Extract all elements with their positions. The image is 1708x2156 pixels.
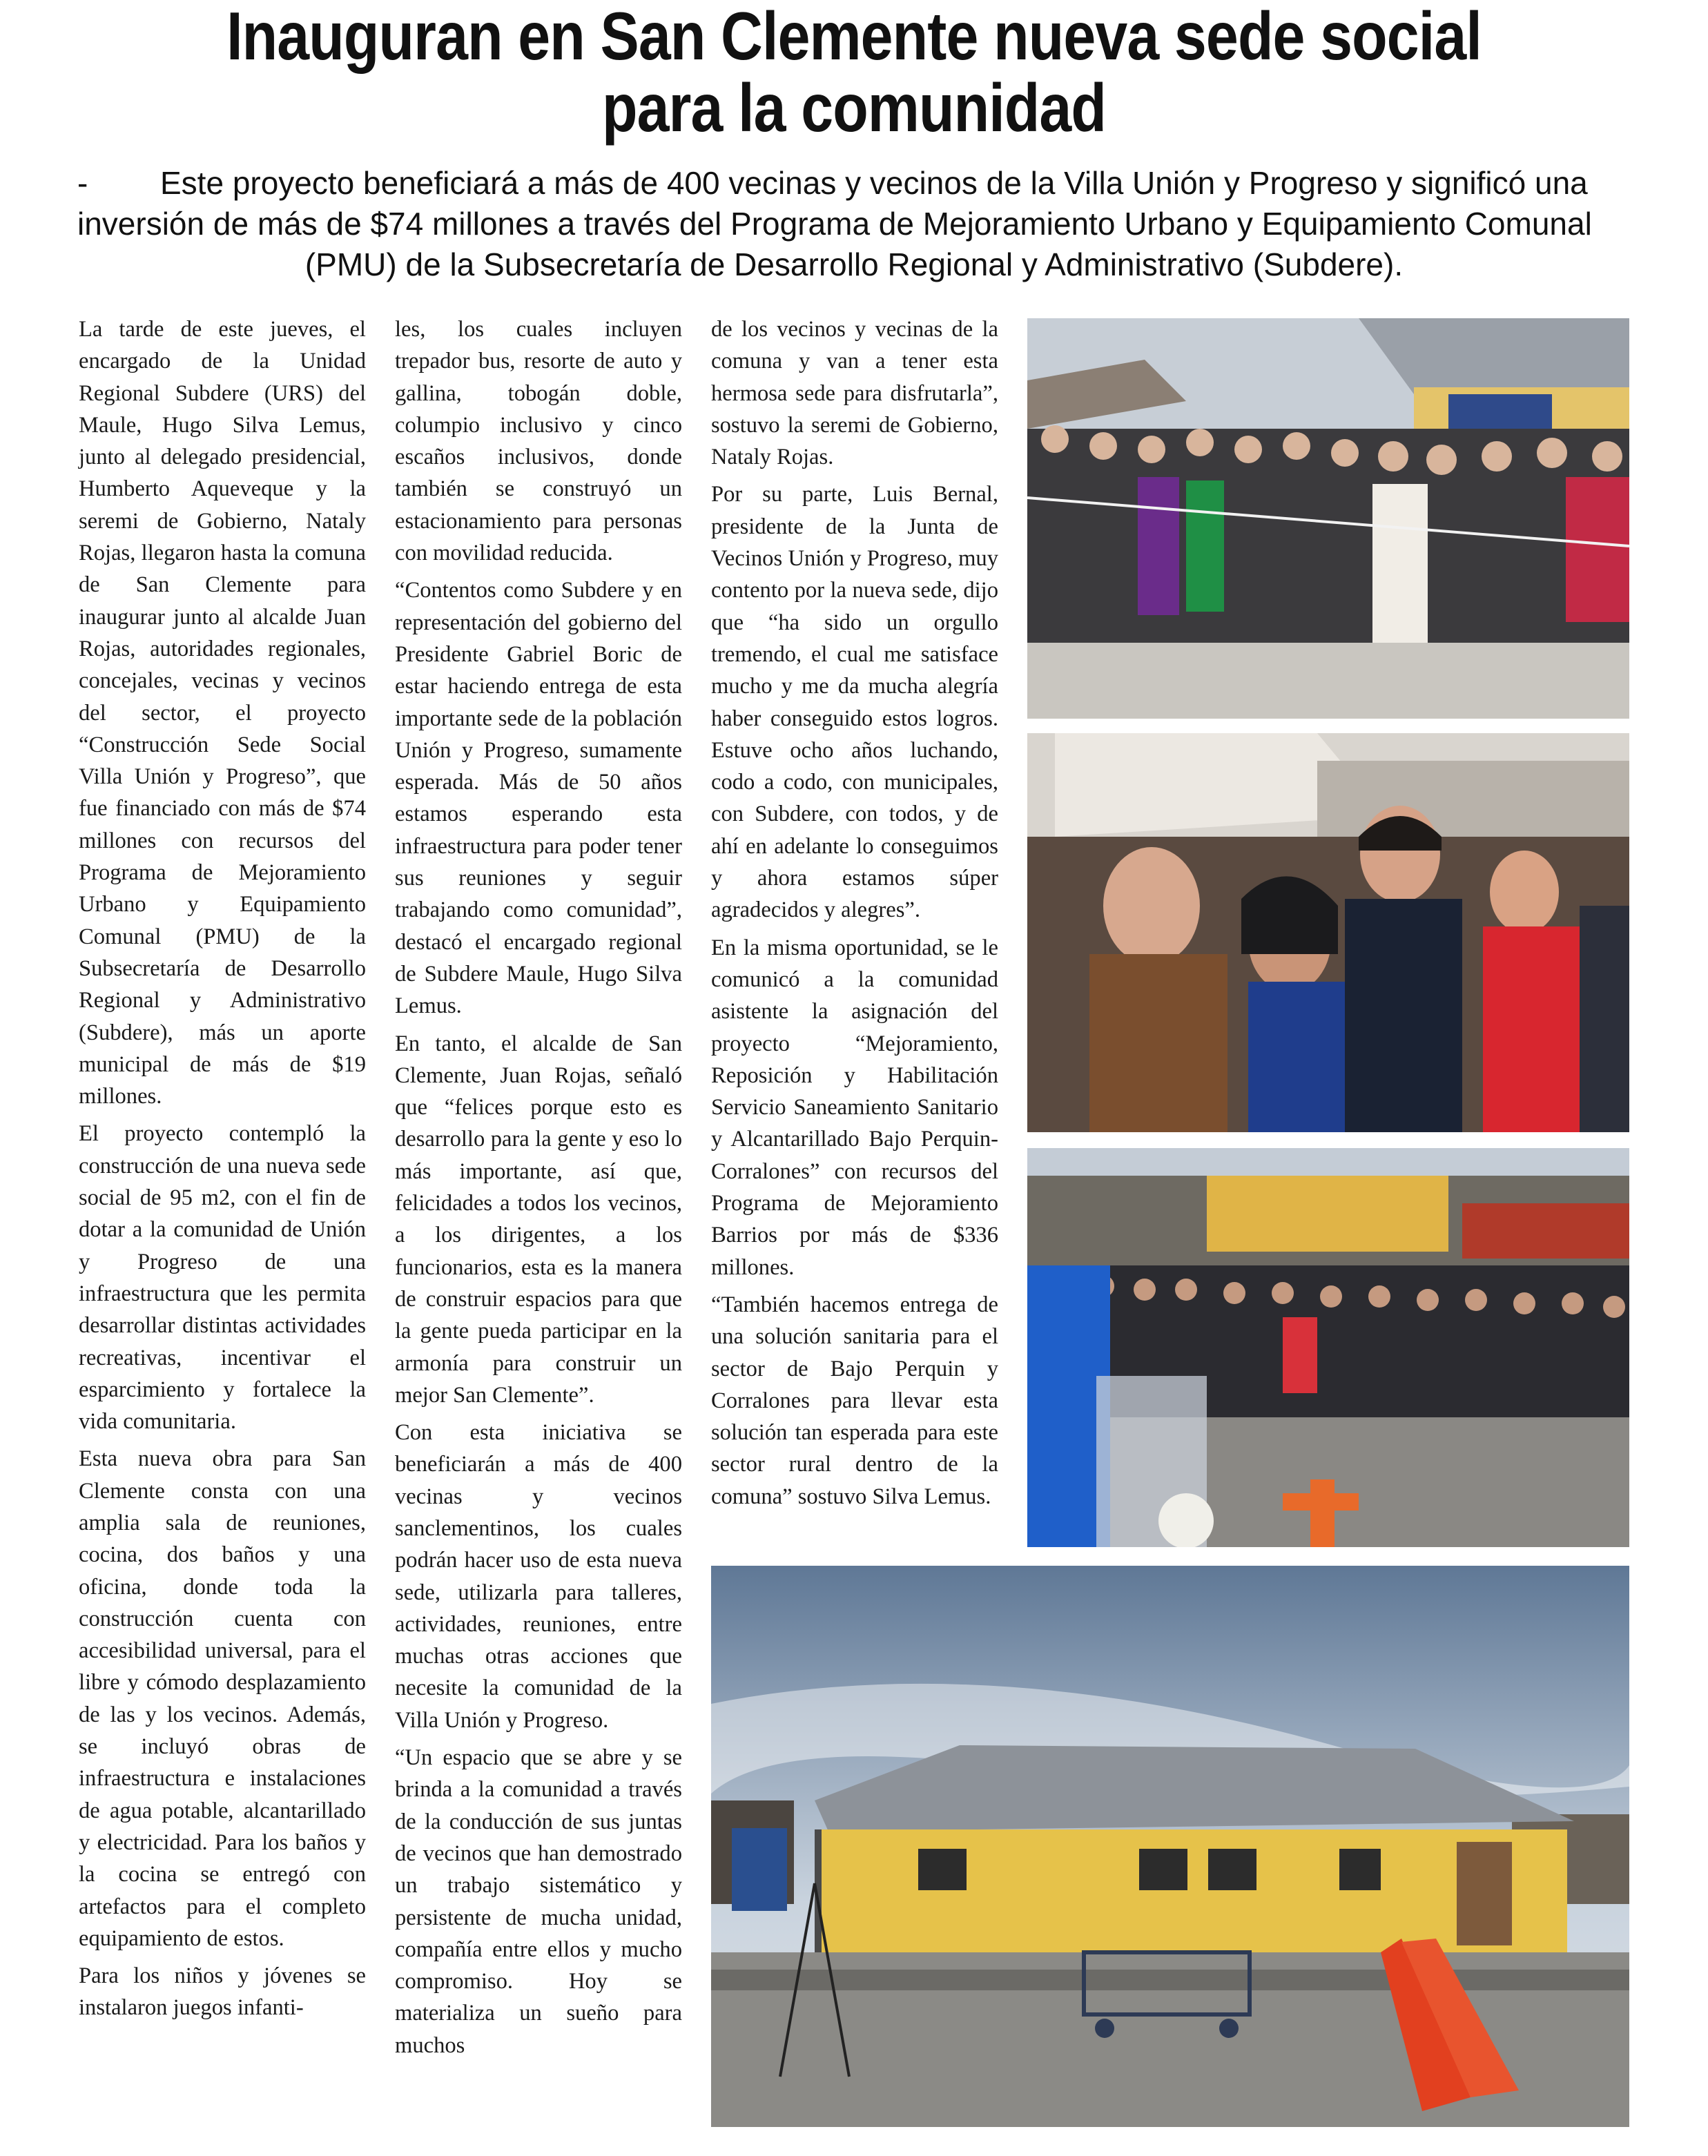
paragraph: de los vecinos y vecinas de la comuna y van a tener esta hermosa sede para disfrutarla”, sostuvo la seremi de Gobierno, Nataly Rojas.	[711, 317, 998, 470]
ribbon-cutting-photo	[1027, 318, 1629, 719]
paragraph: El proyecto contempló la construcción de una nueva sede social de 95 m2, con el fin de dotar a la comunidad de Unión y Progreso de una infraestructura que les permita desarrollar distintas actividades recreativas, incentivar el esparcimiento y fortalece la vida comunitaria.	[79, 1121, 366, 1435]
lead-line-3: (PMU) de la Subsecretaría de Desarrollo Regional y Administrativo (Subdere).	[304, 246, 1404, 282]
paragraph: les, los cuales incluyen trepador bus, resorte de auto y gallina, tobogán doble, columpio inclusivo y cinco escaños inclusivos, donde también se construyó un estacionamiento para personas con movilidad reducida.	[395, 317, 682, 566]
paragraph: “Contentos como Subdere y en representación del gobierno del Presidente Gabriel Boric de estar haciendo entrega de esta importante sede de la población Unión y Progreso, sumamente esperada. Más de 50 años estamos esperando esta infraestructura para poder tener sus reuniones y seguir trabajando como comunidad”, destacó el encargado regional de Subdere Maule, Hugo Silva Lemus.	[395, 578, 682, 1019]
article-column-3	[711, 313, 998, 1518]
paragraph: La tarde de este jueves, el encargado de la Unidad Regional Subdere (URS) del Maule, Hugo Silva Lemus, junto al delegado presidencial, Humberto Aqueveque y la seremi de Gobierno, Nataly Rojas, llegaron hasta la comuna de San Clemente para inaugurar junto al alcalde Juan Rojas, autoridades regionales, concejales, vecinas y vecinos del sector, el proyecto “Construcción Sede Social Villa Unión y Progreso”, que fue financiado con más de $74 millones con recursos del Programa de Mejoramiento Urbano y Equipamiento Comunal (PMU) de la Subsecretaría de Desarrollo Regional y Administrativo (Subdere), más un aporte municipal de más de $19 millones.	[79, 317, 366, 1109]
attendees-photo	[1027, 733, 1629, 1132]
paragraph: En la misma oportunidad, se le comunicó a la comunidad asistente la asignación del proyecto “Mejoramiento, Reposición y Habilitación Servicio Saneamiento Sanitario y Alcantarillado Bajo Perquin-Corralones” con recursos del Programa de Mejoramiento Barrios por más de $336 millones.	[711, 935, 998, 1280]
headline-line-1: Inauguran en San Clemente nueva sede social	[226, 0, 1482, 74]
lead-text-1: Este proyecto beneficiará a más de 400 vecinas y vecinos de la Villa Unión y Progreso y significó una	[160, 165, 1588, 201]
lead-bullet: -	[77, 165, 88, 201]
paragraph: Por su parte, Luis Bernal, presidente de la Junta de Vecinos Unión y Progreso, muy contento por la nueva sede, dijo que “ha sido un orgullo tremendo, el cual me satisface mucho y me da mucha alegría haber conseguido estos logros. Estuve ocho años luchando, codo a codo, con municipales, con Subdere, con todos, y de ahí en adelante lo conseguimos y ahora estamos súper agradecidos y alegres”.	[711, 482, 998, 923]
paragraph: Esta nueva obra para San Clemente consta con una amplia sala de reuniones, cocina, dos baños y una oficina, donde toda la construcción cuenta con accesibilidad universal, para el libre y cómodo desplazamiento de las y los vecinos. Además, se incluyó obras de infraestructura e instalaciones de agua potable, alcantarillado y electricidad. Para los baños y la cocina se entregó con artefactos para el completo equipamiento de estos.	[79, 1446, 366, 1951]
article-column-1	[79, 313, 366, 2030]
paragraph: Con esta iniciativa se beneficiarán a más de 400 vecinas y vecinos sanclementinos, los cuales podrán hacer uso de esta nueva sede, utilizarla para talleres, actividades, reuniones, entre muchas otras acciones que necesite la comunidad de la Villa Unión y Progreso.	[395, 1420, 682, 1733]
paragraph: En tanto, el alcalde de San Clemente, Juan Rojas, señaló que “felices porque esto es desarrollo para la gente y eso lo más importante, así que, felicidades a todos los vecinos, a los dirigentes, a los funcionarios, esta es la manera de construir espacios para que la gente pueda participar en la armonía para construir un mejor San Clemente”.	[395, 1031, 682, 1408]
paragraph: “También hacemos entrega de una solución sanitaria para el sector de Bajo Perquin y Corralones para llevar esta solución tan esperada para este sector rural dentro de la comuna” sostuvo Silva Lemus.	[711, 1292, 998, 1509]
paragraph: “Un espacio que se abre y se brinda a la comunidad a través de la conducción de sus juntas de vecinos que han demostrado un trabajo sistemático y persistente de mucha unidad, compañía entre ellos y mucho compromiso. Hoy se materializa un sueño para muchos	[395, 1745, 682, 2058]
lead-line-2: inversión de más de $74 millones a través del Programa de Mejoramiento Urbano y Equipamiento Comunal	[77, 206, 1592, 242]
paragraph: Para los niños y jóvenes se instalaron juegos infanti-	[79, 1963, 366, 2021]
lead-paragraph	[77, 163, 1631, 285]
audience-podium-photo	[1027, 1148, 1629, 1547]
lead-line-1	[77, 163, 1631, 204]
headline	[0, 0, 1708, 148]
headline-line-2: para la comunidad	[601, 70, 1107, 146]
article-column-2	[395, 313, 682, 2067]
community-building-photo	[711, 1566, 1629, 2127]
